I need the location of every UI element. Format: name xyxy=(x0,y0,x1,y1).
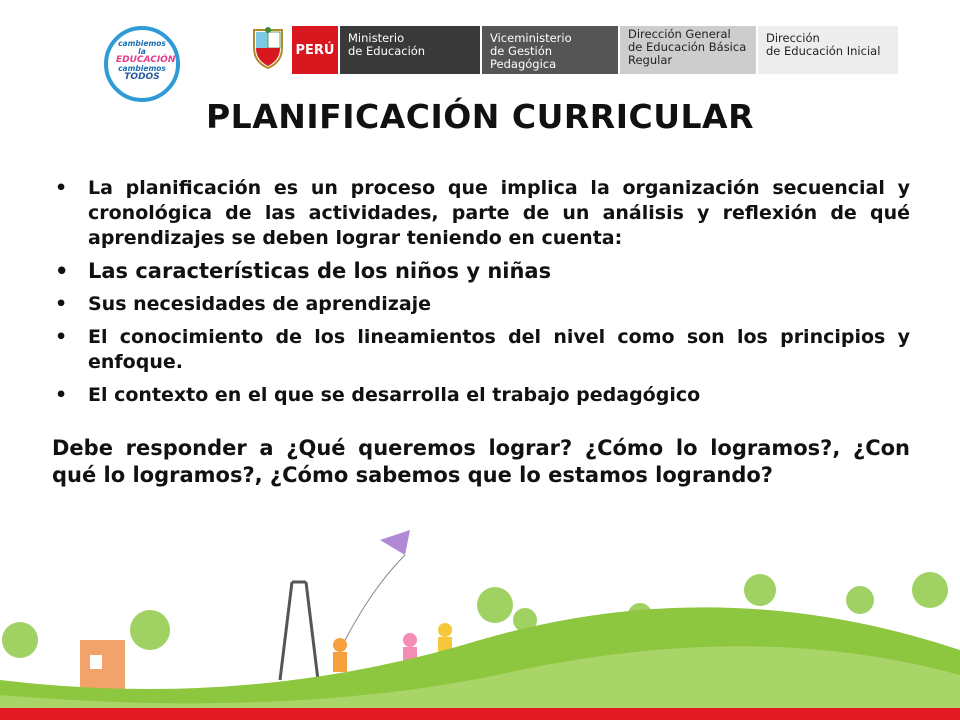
bullet-item: • Sus necesidades de aprendizaje xyxy=(52,292,910,317)
campaign-logo xyxy=(104,26,180,102)
footer-bar xyxy=(0,708,960,720)
header-banner xyxy=(0,22,960,82)
bullet-list xyxy=(52,176,910,408)
page-title: PLANIFICACIÓN CURRICULAR xyxy=(206,97,754,136)
bullet-item: • La planificación es un proceso que implica la organización secuencial y cronológica de las actividades, parte de un análisis y reflexión de qué aprendizajes se deben lograr teniendo en cuenta: xyxy=(52,176,910,251)
logo-text-4: TODOS xyxy=(124,72,160,83)
bullet-item: • Las características de los niños y niñas xyxy=(52,259,910,284)
bullet-item: • El conocimiento de los lineamientos del nivel como son los principios y enfoque. xyxy=(52,325,910,375)
logo-text-3: cambiemos xyxy=(118,64,166,74)
vice-ministry-label: Viceministerio de Gestión Pedagógica xyxy=(482,26,618,74)
ministry-label: Ministerio de Educación xyxy=(340,26,480,74)
playground-illustration xyxy=(0,530,960,720)
general-direction-label: Dirección General de Educación Básica Regular xyxy=(620,26,756,74)
logo-text-1: cambiemos la xyxy=(118,39,166,56)
content-body xyxy=(52,176,910,489)
direction-label: Dirección de Educación Inicial xyxy=(758,26,898,74)
guiding-question: Debe responder a ¿Qué queremos lograr? ¿Cómo lo logramos?, ¿Con qué lo logramos?, ¿Cómo sabemos que lo estamos logrando? xyxy=(52,436,910,487)
peru-label: PERÚ xyxy=(292,26,338,74)
bullet-item: • El contexto en el que se desarrolla el trabajo pedagógico xyxy=(52,383,910,408)
kite-icon xyxy=(380,530,410,555)
logo-text-2: EDUCACIÓN xyxy=(116,54,176,65)
coat-of-arms-icon xyxy=(250,26,286,70)
swing-icon xyxy=(280,582,318,680)
